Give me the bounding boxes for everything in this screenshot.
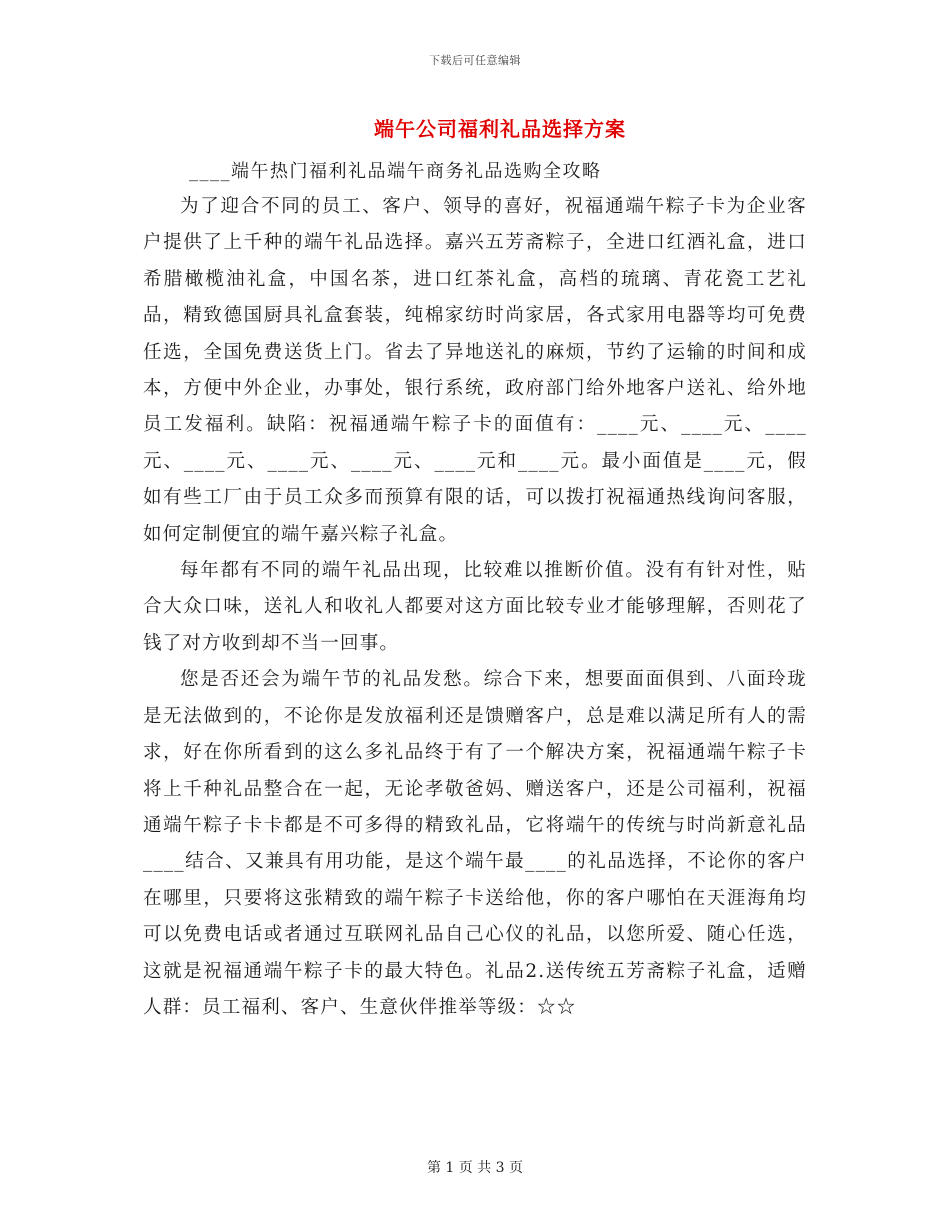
document-title: 端午公司福利礼品选择方案 (374, 117, 626, 141)
document-body (143, 189, 807, 1026)
paragraph-2: 每年都有不同的端午礼品出现，比较难以推断价值。没有有针对性，贴合大众口味，送礼人和收礼人都要对这方面比较专业才能够理解，否则花了钱了对方收到却不当一回事。 (143, 560, 807, 654)
document-subtitle: ____端午热门福利礼品端午商务礼品选购全攻略 (189, 161, 602, 182)
page-number: 第 1 页 共 3 页 (426, 1160, 524, 1176)
paragraph-3: 您是否还会为端午节的礼品发愁。综合下来，想要面面俱到、八面玲珑是无法做到的，不论你是发放福利还是馈赠客户，总是难以满足所有人的需求，好在你所看到的这么多礼品终于有了一个解决方案，祝福通端午粽子卡将上千种礼品整合在一起，无论孝敬爸妈、赠送客户，还是公司福利，祝福通端午粽子卡卡都是不可多得的精致礼品，它将端午的传统与时尚新意礼品____结合、又兼具有用功能，是这个端午最____的礼品选择，不论你的客户在哪里，只要将这张精致的端午粽子卡送给他，你的客户哪怕在天涯海角均可以免费电话或者通过互联网礼品自己心仪的礼品，以您所爱、随心任选，这就是祝福通端午粽子卡的最大特色。礼品2.送传统五芳斋粽子礼盒，适赠人群：员工福利、客户、生意伙伴推举等级：☆☆ (143, 669, 807, 1018)
header-note: 下载后可任意编辑 (429, 54, 521, 67)
paragraph-1: 为了迎合不同的员工、客户、领导的喜好，祝福通端午粽子卡为企业客户提供了上千种的端午礼品选择。嘉兴五芳斋粽子，全进口红酒礼盒，进口希腊橄榄油礼盒，中国名茶，进口红茶礼盒，高档的琉璃、青花瓷工艺礼品，精致德国厨具礼盒套装，纯棉家纺时尚家居，各式家用电器等均可免费任选，全国免费送货上门。省去了异地送礼的麻烦，节约了运输的时间和成本，方便中外企业，办事处，银行系统，政府部门给外地客户送礼、给外地员工发福利。缺陷：祝福通端午粽子卡的面值有：____元、____元、____元、____元、____元、____元、____元和____元。最小面值是____元，假如有些工厂由于员工众多而预算有限的话，可以拨打祝福通热线询问客服，如何定制便宜的端午嘉兴粽子礼盒。 (143, 196, 807, 545)
